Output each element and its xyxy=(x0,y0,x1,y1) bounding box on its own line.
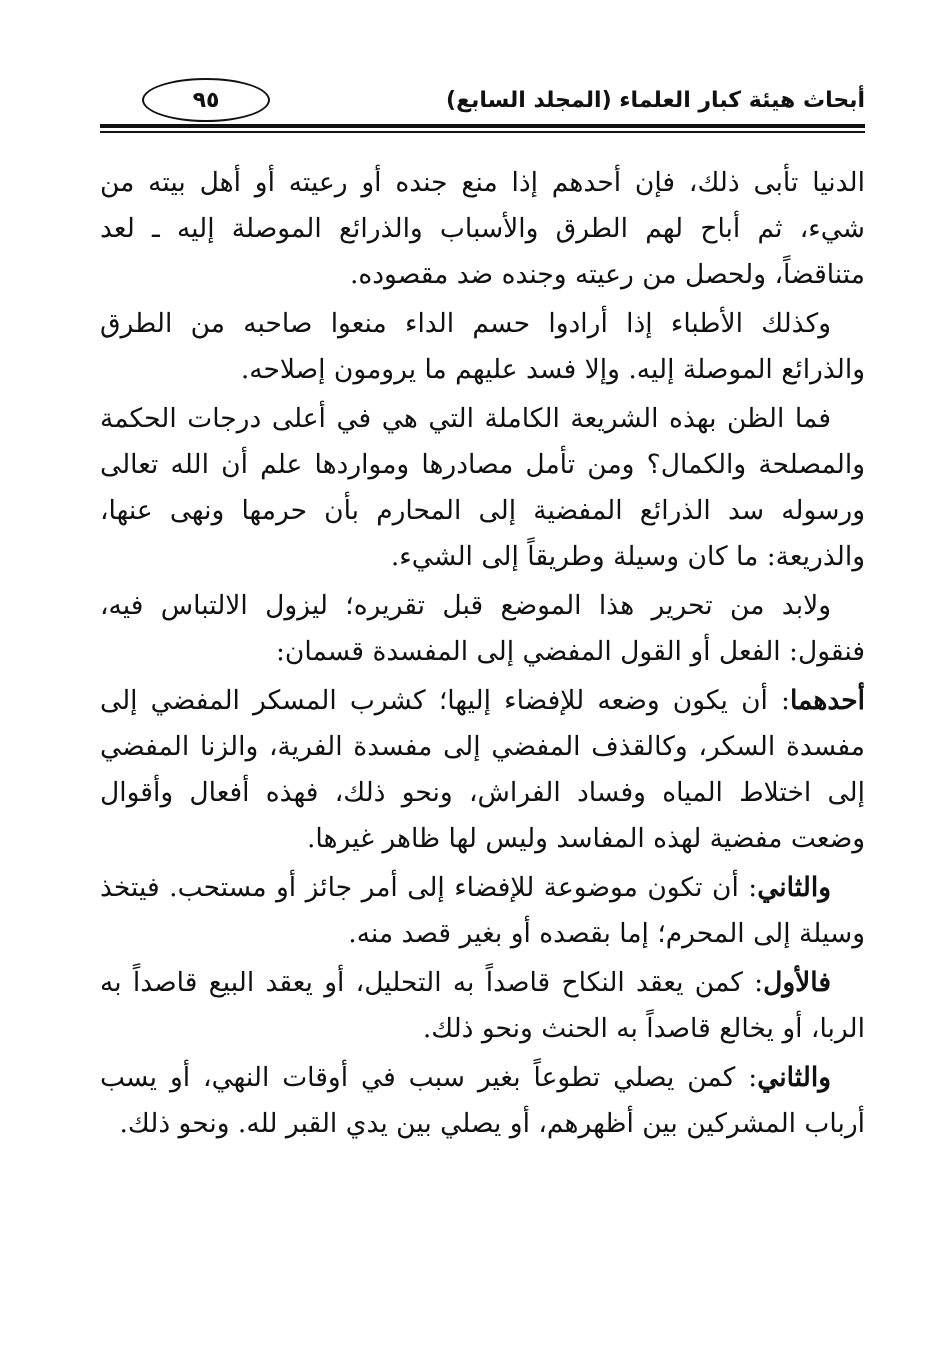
paragraph-lead: والثاني xyxy=(757,872,831,903)
paragraph-text: : كمن يعقد النكاح قاصداً به التحليل، أو يعقد البيع قاصداً به الربا، أو يخالع قاصداً به الحنث ونحو ذلك. xyxy=(100,967,865,1044)
paragraph-text: فما الظن بهذه الشريعة الكاملة التي هي في أعلى درجات الحكمة والمصلحة والكمال؟ ومن تأمل مصادرها ومواردها علم أن الله تعالى ورسوله سد الذرائع المفضية إلى المحارم بأن حرمها ونهى عنها، والذريعة: ما كان وسيلة وطريقاً إلى الشيء. xyxy=(100,403,865,572)
header-rule-thick xyxy=(100,124,865,128)
paragraph xyxy=(100,960,865,1052)
paragraph-lead: والثاني xyxy=(757,1062,831,1093)
page-number: ٩٥ xyxy=(142,78,270,122)
paragraph-text: : أن يكون وضعه للإفضاء إليها؛ كشرب المسكر المفضي إلى مفسدة السكر، وكالقذف المفضي إلى مفسدة الفرية، والزنا المفضي إلى اختلاط المياه وفساد الفراش، ونحو ذلك، فهذه أفعال وأقوال وضعت مفضية لهذه المفاسد وليس لها ظاهر غيرها. xyxy=(100,685,865,854)
paragraph-lead: فالأول xyxy=(763,967,831,998)
paragraph xyxy=(100,1055,865,1147)
paragraph xyxy=(100,301,865,393)
paragraph-text: الدنيا تأبى ذلك، فإن أحدهم إذا منع جنده أو رعيته أو أهل بيته من شيء، ثم أباح لهم الطرق والأسباب والذرائع الموصلة إليه ـ لعد متناقضاً، ولحصل من رعيته وجنده ضد مقصوده. xyxy=(100,167,865,290)
paragraph xyxy=(100,865,865,957)
body-text xyxy=(100,160,865,1150)
header-rule-thin xyxy=(100,131,865,133)
running-title: أبحاث هيئة كبار العلماء (المجلد السابع) xyxy=(446,88,865,113)
paragraph-text: : كمن يصلي تطوعاً بغير سبب في أوقات النهي، أو يسب أرباب المشركين بين أظهرهم، أو يصلي بين يدي القبر لله. ونحو ذلك. xyxy=(100,1062,865,1139)
paragraph-text: ولابد من تحرير هذا الموضع قبل تقريره؛ ليزول الالتباس فيه، فنقول: الفعل أو القول المفضي إلى المفسدة قسمان: xyxy=(100,590,865,667)
paragraph xyxy=(100,678,865,862)
paragraph xyxy=(100,583,865,675)
paragraph-text: وكذلك الأطباء إذا أرادوا حسم الداء منعوا صاحبه من الطرق والذرائع الموصلة إليه. وإلا فسد عليهم ما يرومون إصلاحه. xyxy=(100,308,865,385)
paragraph-text: : أن تكون موضوعة للإفضاء إلى أمر جائز أو مستحب. فيتخذ وسيلة إلى المحرم؛ إما بقصده أو بغير قصد منه. xyxy=(100,872,865,949)
paragraph-lead: أحدهما xyxy=(789,685,865,716)
page-header xyxy=(100,78,865,130)
paragraph xyxy=(100,396,865,580)
paragraph xyxy=(100,160,865,298)
